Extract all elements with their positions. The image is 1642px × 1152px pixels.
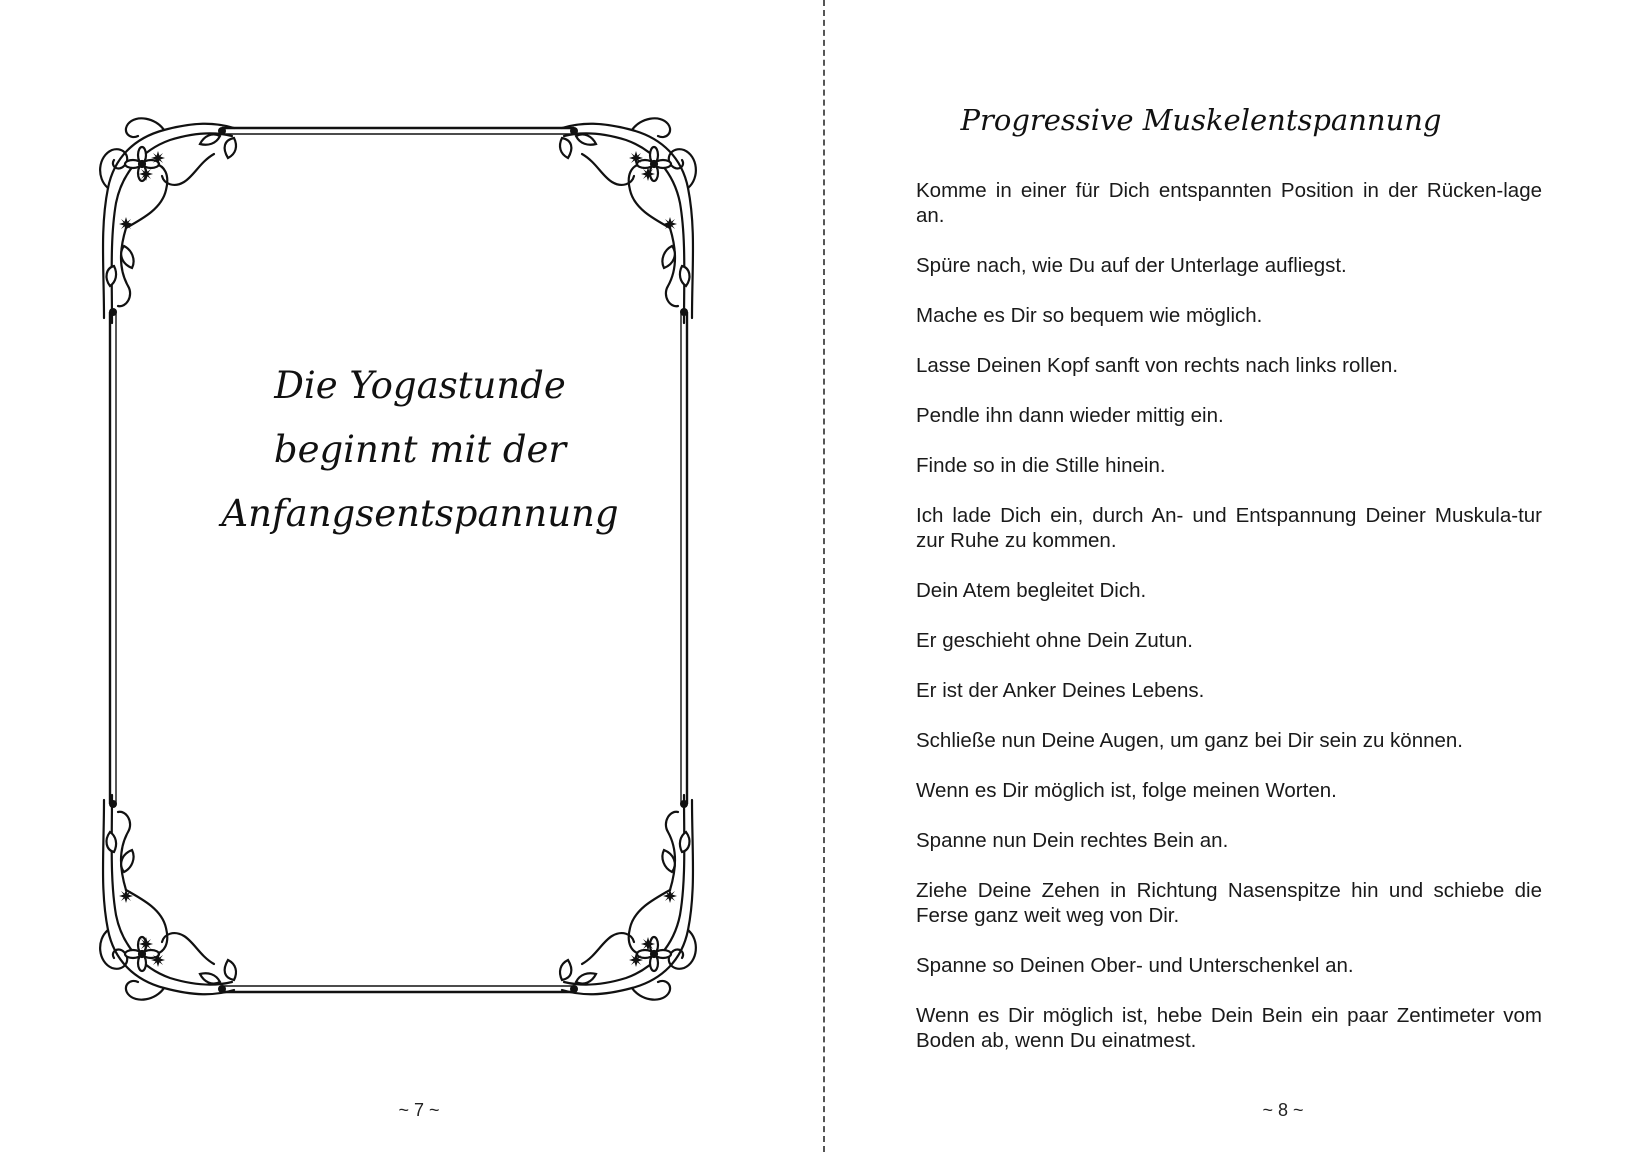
paragraph: Komme in einer für Dich entspannten Position in der Rücken-lage an. [916, 179, 1542, 227]
paragraph: Pendle ihn dann wieder mittig ein. [916, 404, 1224, 427]
body-text [916, 178, 1542, 1078]
intro-title [190, 354, 650, 546]
paragraph: Spanne nun Dein rechtes Bein an. [916, 829, 1229, 852]
paragraph: Ziehe Deine Zehen in Richtung Nasenspitze hin und schiebe die Ferse ganz weit weg von Dir. [916, 879, 1542, 927]
page-number-right: ~ 8 ~ [1262, 1100, 1304, 1120]
paragraph: Schließe nun Deine Augen, um ganz bei Dir sein zu können. [916, 729, 1464, 752]
paragraph: Lasse Deinen Kopf sanft von rechts nach links rollen. [916, 354, 1399, 377]
paragraph: Er geschieht ohne Dein Zutun. [916, 629, 1193, 652]
paragraph: Wenn es Dir möglich ist, folge meinen Worten. [916, 779, 1337, 802]
page-fold-divider [823, 0, 825, 1152]
paragraph: Dein Atem begleitet Dich. [916, 579, 1147, 602]
paragraph: Mache es Dir so bequem wie möglich. [916, 304, 1263, 327]
paragraph: Ich lade Dich ein, durch An- und Entspannung Deiner Muskula-tur zur Ruhe zu kommen. [916, 504, 1542, 552]
paragraph: Spüre nach, wie Du auf der Unterlage aufliegst. [916, 254, 1347, 277]
paragraph: Wenn es Dir möglich ist, hebe Dein Bein ein paar Zentimeter vom Boden ab, wenn Du einatmest. [916, 1004, 1542, 1052]
intro-title-line: beginnt mit der [273, 428, 567, 471]
intro-title-line: Die Yogastunde [274, 364, 566, 407]
intro-title-line: Anfangsentspannung [221, 492, 619, 535]
paragraph: Finde so in die Stille hinein. [916, 454, 1166, 477]
paragraph: Spanne so Deinen Ober- und Unterschenkel an. [916, 954, 1354, 977]
page-number-left: ~ 7 ~ [398, 1100, 440, 1120]
paragraph: Er ist der Anker Deines Lebens. [916, 679, 1205, 702]
chapter-title: Progressive Muskelentspannung [960, 103, 1442, 137]
right-page [826, 0, 1642, 1152]
